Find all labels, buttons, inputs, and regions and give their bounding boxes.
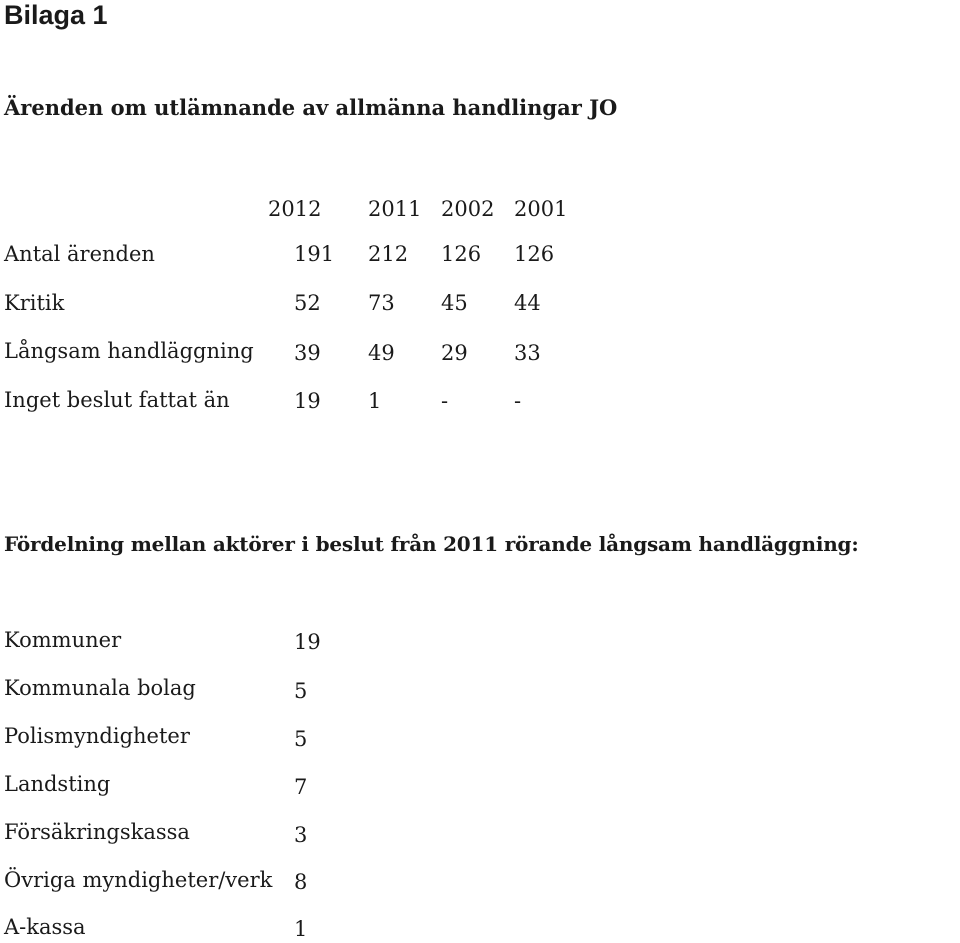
- list-item-label: Kommunala bolag: [4, 676, 196, 700]
- row-value: 45: [441, 291, 468, 315]
- row-value: 44: [514, 291, 541, 315]
- row-value: 39: [294, 341, 321, 365]
- row-label: Antal ärenden: [4, 242, 155, 266]
- list-item-label: Polismyndigheter: [4, 724, 190, 748]
- list-item-value: 5: [294, 727, 308, 751]
- row-label: Långsam handläggning: [4, 339, 254, 363]
- list-item-value: 8: [294, 870, 308, 894]
- row-value: 49: [368, 341, 395, 365]
- row-value: 212: [368, 242, 409, 266]
- year-header: 2002: [441, 197, 495, 221]
- list-item-value: 7: [294, 775, 308, 799]
- year-header: 2011: [368, 197, 422, 221]
- row-value: 33: [514, 341, 541, 365]
- row-value: 1: [368, 389, 382, 413]
- row-label: Inget beslut fattat än: [4, 388, 230, 412]
- year-header: 2012: [268, 197, 322, 221]
- year-header: 2001: [514, 197, 568, 221]
- row-value: -: [441, 389, 449, 413]
- list-item-value: 5: [294, 679, 308, 703]
- row-label: Kritik: [4, 291, 65, 315]
- page-heading: Bilaga 1: [4, 0, 108, 30]
- list-item-label: Landsting: [4, 772, 111, 796]
- row-value: 19: [294, 389, 321, 413]
- list-item-label: Försäkringskassa: [4, 820, 190, 844]
- row-value: 52: [294, 291, 321, 315]
- row-value: 126: [441, 242, 482, 266]
- row-value: -: [514, 389, 522, 413]
- list-item-label: Kommuner: [4, 628, 122, 652]
- row-value: 126: [514, 242, 555, 266]
- section-title-distribution: Fördelning mellan aktörer i beslut från 2011 rörande långsam handläggning:: [4, 532, 859, 556]
- row-value: 29: [441, 341, 468, 365]
- section-title-jo-cases: Ärenden om utlämnande av allmänna handlingar JO: [4, 95, 618, 120]
- row-value: 191: [294, 242, 335, 266]
- list-item-label: A-kassa: [4, 915, 86, 939]
- row-value: 73: [368, 291, 395, 315]
- list-item-label: Övriga myndigheter/verk: [4, 868, 273, 892]
- list-item-value: 1: [294, 917, 308, 941]
- list-item-value: 19: [294, 630, 321, 654]
- list-item-value: 3: [294, 823, 308, 847]
